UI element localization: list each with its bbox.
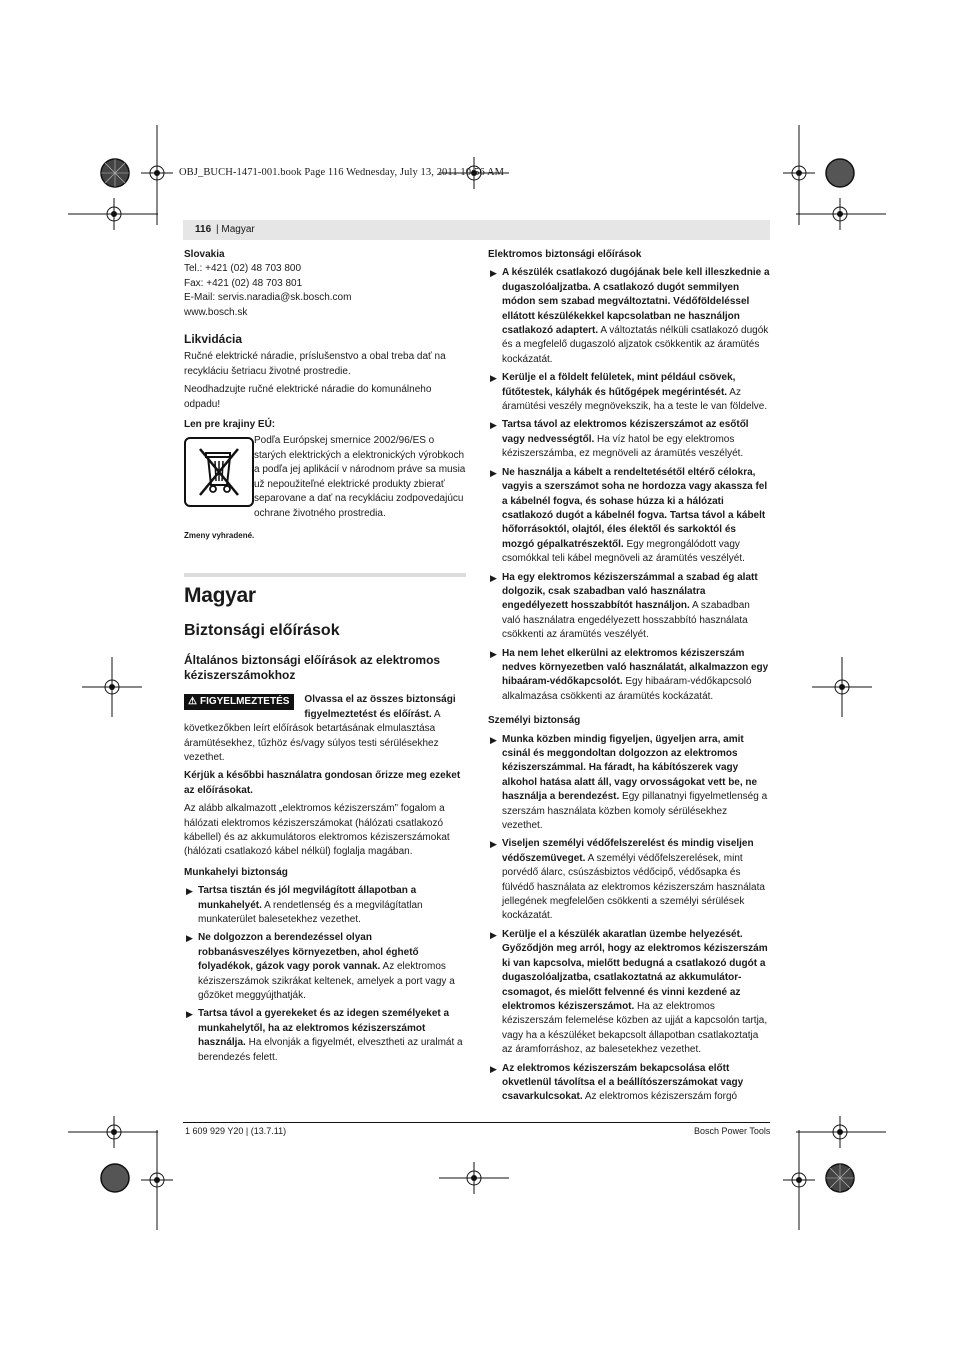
footer-doc-number: 1 609 929 Y20 | (13.7.11) bbox=[185, 1126, 287, 1136]
list-item-bold: Ha egy elektromos kéziszerszámmal a szabad ég alatt dolgozik, csak szabadban való használatra engedélyezett hosszabbítót használjon. bbox=[502, 571, 758, 612]
triangle-bullet-icon: ▶ bbox=[490, 467, 497, 478]
list-item bbox=[184, 1007, 466, 1065]
electrical-safety-title: Elektromos biztonsági előírások bbox=[488, 249, 642, 260]
warning-triangle-icon: ⚠ bbox=[188, 696, 197, 708]
list-item-text: Ha az elektromos kéziszerszám felemelése közben az ujját a kapcsolón tartja, vagy ha a készüléket bekapcsolt állapotban csatlakoztatja az áramforráshoz, az balesetekhez vezethet. bbox=[502, 1000, 768, 1056]
section-divider bbox=[184, 573, 466, 577]
list-item bbox=[488, 571, 770, 643]
crosshair-mark-icon bbox=[68, 198, 158, 230]
list-item-bold: Az elektromos kéziszerszám bekapcsolása előtt okvetlenül távolítsa el a beállítószerszámokat vagy csavarkulcsokat. bbox=[502, 1062, 744, 1103]
left-column bbox=[184, 248, 466, 1065]
list-item-text: Ha víz hatol be egy elektromos kéziszerszámba, ez megnöveli az áramütés veszélyét. bbox=[502, 433, 744, 460]
page-header-bar bbox=[183, 220, 770, 240]
triangle-bullet-icon: ▶ bbox=[490, 1063, 497, 1074]
list-item-bold: A készülék csatlakozó dugójának bele kell illeszkednie a dugaszolóaljzatba. A csatlakozó dugót semmilyen módon sem szabad megváltoztatni. Védőföldeléssel ellátott készülékekkel kapcsolatban ne használjon csatlakozó adaptert. bbox=[502, 267, 770, 337]
list-item bbox=[184, 931, 466, 1003]
section-title-magyar: Magyar bbox=[184, 584, 256, 608]
slovakia-tel: Tel.: +421 (02) 48 703 800 bbox=[184, 263, 302, 275]
crosshair-mark-icon bbox=[439, 1162, 509, 1194]
list-item-text: Ha elvonják a figyelmét, elvesztheti az uralmát a berendezés felett. bbox=[198, 1037, 463, 1063]
likvidacia-p2: Neodhadzujte ručné elektrické náradie do komunálneho odpadu! bbox=[184, 384, 432, 410]
slovakia-web: www.bosch.sk bbox=[184, 306, 248, 318]
list-item-bold: Ne dolgozzon a berendezéssel olyan robbanásveszélyes környezetben, ahol éghető folyadékok, gázok vagy porok vannak. bbox=[198, 932, 419, 973]
list-item-bold: Kerülje el a földelt felületek, mint például csövek, fűtőtestek, kályhák és hűtőgépek megérintését. bbox=[502, 372, 736, 398]
eu-label: Len pre krajiny EÚ: bbox=[184, 419, 276, 431]
triangle-bullet-icon: ▶ bbox=[490, 420, 497, 431]
list-item bbox=[488, 266, 770, 367]
safety-title: Biztonsági előírások bbox=[184, 622, 340, 640]
crosshair-mark-icon bbox=[796, 198, 886, 230]
changes-reserved: Zmeny vyhradené. bbox=[184, 530, 255, 540]
list-item bbox=[184, 884, 466, 927]
likvidacia-title: Likvidácia bbox=[184, 332, 243, 347]
list-item-bold: Ne használja a kábelt a rendeltetésétől eltérő célokra, vagyis a szerszámot soha ne hordozza vagy akassza fel a kábelnél fogva, és sohase húzza ki a hálózati csatlakozó dugót a kábelnél fogva. Tartsa távol a kábelt hőforrásoktól, olajtól, éles élektől és sarkoktól és mozgó gépalkatrészektől. bbox=[502, 466, 768, 550]
triangle-bullet-icon: ▶ bbox=[490, 839, 497, 850]
eu-directive-text: Podľa Európskej smernice 2002/96/ES o starých elektrických a elektronických výrobkoch a podľa jej aplikácií v národnom práve sa musia už nepoužiteľné elektrické produkty zbierať separovane a dať na recykláciu zodpovedajúcu ochrane životného prostredia. bbox=[254, 435, 466, 519]
triangle-bullet-icon: ▶ bbox=[490, 373, 497, 384]
list-item bbox=[488, 418, 770, 461]
warning-text: A következőkben leírt előírások betartásának elmulasztása áramütésekhez, tűzhöz és/vagy súlyos testi sérülésekhez vezethet. bbox=[184, 708, 441, 763]
footer-brand: Bosch Power Tools bbox=[694, 1126, 771, 1136]
page-language: | Magyar bbox=[216, 224, 255, 235]
list-item-text: Egy pillanatnyi figyelmetlenség a szerszám használata közben komoly sérülésekhez vezethet. bbox=[502, 791, 768, 832]
list-item bbox=[488, 928, 770, 1058]
triangle-bullet-icon: ▶ bbox=[186, 1009, 193, 1020]
list-item-bold: Tartsa tisztán és jól megvilágított állapotban a munkahelyét. bbox=[198, 885, 417, 911]
triangle-bullet-icon: ▶ bbox=[490, 648, 497, 659]
list-item-text: A rendetlenség és a megvilágítatlan munkaterület balesetekhez vezethet. bbox=[198, 899, 423, 925]
footer-divider bbox=[183, 1122, 770, 1123]
triangle-bullet-icon: ▶ bbox=[186, 886, 193, 897]
list-item-text: A szabadban való használatra engedélyezett hosszabbító használata csökkenti az áramütés veszélyét. bbox=[502, 600, 750, 641]
list-item bbox=[488, 837, 770, 923]
triangle-bullet-icon: ▶ bbox=[490, 572, 497, 583]
crosshair-mark-icon bbox=[82, 657, 142, 717]
warning-badge-label: FIGYELMEZTETÉS bbox=[199, 696, 290, 708]
list-item-text: Az áramütési veszély megnövekszik, ha a teste le van földelve. bbox=[502, 386, 768, 413]
triangle-bullet-icon: ▶ bbox=[490, 268, 497, 279]
weee-block bbox=[184, 434, 466, 520]
list-item-bold: Tartsa távol a gyerekeket és az idegen személyeket a munkahelytől, ha az elektromos kéziszerszámot használja. bbox=[198, 1008, 450, 1049]
list-item bbox=[488, 1062, 770, 1105]
crosshair-mark-icon bbox=[783, 1130, 815, 1230]
list-item bbox=[488, 371, 770, 414]
warning-bold: Olvassa el az összes biztonsági figyelmeztetést és előírást. bbox=[304, 694, 456, 720]
registration-mark-icon bbox=[824, 1162, 856, 1194]
registration-mark-icon bbox=[99, 1162, 131, 1194]
list-item-bold: Viseljen személyi védőfelszerelést és mindig viseljen védőszemüveget. bbox=[502, 838, 754, 864]
registration-mark-icon bbox=[824, 157, 856, 189]
print-header: OBJ_BUCH-1471-001.book Page 116 Wednesday, July 13, 2011 10:56 AM bbox=[179, 167, 505, 178]
keep-instructions: Kérjük a későbbi használatra gondosan őrizze meg ezeket az előírásokat. bbox=[184, 770, 461, 796]
triangle-bullet-icon: ▶ bbox=[490, 734, 497, 745]
crosshair-mark-icon bbox=[141, 1130, 173, 1230]
list-item-text: A változtatás nélküli csatlakozó dugók és a megfelelő dugaszoló aljzatok csökkentik az áramütés kockázatát. bbox=[502, 325, 769, 365]
registration-mark-icon bbox=[99, 157, 131, 189]
warning-badge bbox=[184, 694, 294, 710]
crossed-out-wheelie-bin-icon bbox=[184, 437, 254, 507]
list-item-text: Egy megrongálódott vagy csomókkal teli kábel megnöveli az áramütés veszélyét. bbox=[502, 538, 745, 565]
list-item bbox=[488, 733, 770, 834]
slovakia-fax: Fax: +421 (02) 48 703 801 bbox=[184, 277, 303, 289]
list-item-bold: Ha nem lehet elkerülni az elektromos kéziszerszám nedves környezetben való használatát, alkalmazzon egy hibaáram-védőkapcsolót. bbox=[502, 647, 769, 688]
slovakia-title: Slovakia bbox=[184, 249, 225, 260]
list-item bbox=[488, 466, 770, 567]
list-item-text: Az elektromos kéziszerszám forgó bbox=[582, 1091, 738, 1103]
slovakia-email: E-Mail: servis.naradia@sk.bosch.com bbox=[184, 292, 352, 304]
general-safety-title: Általános biztonsági előírások az elektromos kéziszerszámokhoz bbox=[184, 653, 441, 683]
list-item-text: A személyi védőfelszerelések, mint porvédő álarc, csúszásbiztos védőcipő, védősapka és fülvédő használata az elektromos kéziszerszám használata jellegének megfelelően csökkenti a személyi sérülések kockázatát. bbox=[502, 852, 765, 922]
list-item-bold: Munka közben mindig figyeljen, ügyeljen arra, amit csinál és meggondoltan dolgozzon az elektromos kéziszerszámmal. Ha fáradt, ha kábítószerek vagy alkohol hatása alatt áll, vagy orvosságokat vett be, ne használja a berendezést. bbox=[502, 733, 758, 803]
list-item bbox=[488, 647, 770, 705]
right-column bbox=[488, 248, 770, 1105]
list-item-text: Egy hibaáram-védőkapcsoló alkalmazása csökkenti az áramütés kockázatát. bbox=[502, 676, 752, 702]
personal-safety-title: Személyi biztonság bbox=[488, 715, 581, 727]
warning-paragraph bbox=[184, 693, 466, 765]
definition-text: Az alább alkalmazott „elektromos kéziszerszám” fogalom a hálózati elektromos kéziszerszámokat (hálózati csatlakozó kábellel) és az akkumulátoros elektromos kéziszerszámokat (hálózati csatlakozó kábel nélkül) foglalja magában. bbox=[184, 803, 450, 858]
likvidacia-p1: Ručné elektrické náradie, príslušenstvo a obal treba dať na recykláciu šetriacu životné prostredie. bbox=[184, 351, 446, 377]
triangle-bullet-icon: ▶ bbox=[186, 933, 193, 944]
list-item-bold: Tartsa távol az elektromos kéziszerszámot az esőtől vagy nedvességtől. bbox=[502, 419, 749, 445]
list-item-text: Az elektromos kéziszerszámok szikrákat keltenek, amelyek a port vagy a gőzöket meggyújthatják. bbox=[198, 961, 455, 1002]
list-item-bold: Kerülje el a készülék akaratlan üzembe helyezését. Győződjön meg arról, hogy az elektromos kéziszerszám ki van kapcsolva, mielőtt bedugná a csatlakozó dugót a dugaszolóaljzatba, csatlakoztatná az akkumulátor-csomagot, és mielőtt felvenné és vinni kezdené az elektromos kéziszerszámot. bbox=[502, 928, 768, 1012]
page-number: 116 bbox=[195, 224, 212, 235]
crosshair-mark-icon bbox=[812, 657, 872, 717]
work-area-title: Munkahelyi biztonság bbox=[184, 866, 288, 878]
triangle-bullet-icon: ▶ bbox=[490, 929, 497, 940]
